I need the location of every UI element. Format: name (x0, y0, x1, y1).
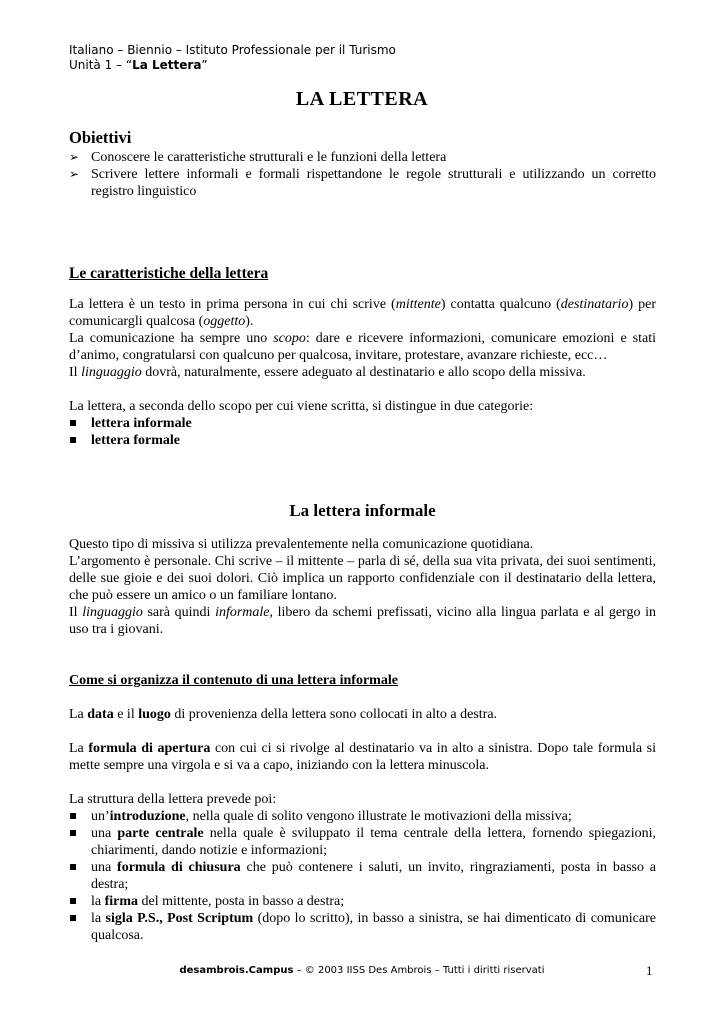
list-item: un’introduzione, nella quale di solito vengono illustrate le motivazioni della missiva; (69, 808, 656, 825)
page-footer: desambrois.Campus – © 2003 IISS Des Ambrois – Tutti i diritti riservati (179, 965, 545, 976)
organizza-heading: Come si organizza il contenuto di una lettera informale (69, 673, 398, 688)
list-item: ➢ Scrivere lettere informali e formali rispettandone le regole strutturali e utilizzando un corretto registro linguistico (69, 167, 656, 199)
header-line-2: Unità 1 – “La Lettera” (69, 58, 208, 72)
square-bullet-icon (70, 915, 76, 921)
list-item: lettera informale (69, 415, 656, 432)
arrow-bullet-icon: ➢ (69, 150, 80, 164)
paragraph: La lettera è un testo in prima persona in cui chi scrive (mittente) contatta qualcuno (destinatario) per comunicargli qualcosa (oggetto). (69, 297, 656, 329)
square-bullet-icon (70, 864, 76, 870)
caratteristiche-heading: Le caratteristiche della lettera (69, 265, 269, 282)
square-bullet-icon (70, 830, 76, 836)
list-item: una parte centrale nella quale è sviluppato il tema centrale della lettera, fornendo spiegazioni, chiarimenti, dando notizie e informazioni; (69, 825, 656, 859)
page-header (69, 43, 396, 73)
obiettivi-list (69, 149, 656, 200)
square-bullet-icon (70, 898, 76, 904)
categories-list (69, 415, 656, 449)
square-bullet-icon (70, 437, 76, 443)
informale-heading: La lettera informale (289, 501, 436, 520)
paragraph: La comunicazione ha sempre uno scopo: dare e ricevere informazioni, comunicare emozioni e stati d’animo, congratularsi con qualcuno per qualcosa, invitare, protestare, avanzare richieste, ecc… (69, 331, 656, 363)
document-body (69, 128, 656, 944)
paragraph: Il linguaggio sarà quindi informale, libero da schemi prefissati, vicino alla lingua parlata e al gergo in uso tra i giovani. (69, 605, 656, 637)
paragraph: Questo tipo di missiva si utilizza prevalentemente nella comunicazione quotidiana. (69, 537, 534, 552)
list-item: una formula di chiusura che può contenere i saluti, un invito, ringraziamenti, posta in basso a destra; (69, 859, 656, 893)
obiettivi-heading: Obiettivi (69, 128, 132, 147)
paragraph: La data e il luogo di provenienza della lettera sono collocati in alto a destra. (69, 707, 498, 722)
list-item: la firma del mittente, posta in basso a destra; (69, 893, 656, 910)
list-item: ➢ Conoscere le caratteristiche strutturali e le funzioni della lettera (69, 150, 447, 165)
paragraph: La lettera, a seconda dello scopo per cui viene scritta, si distingue in due categorie: (69, 399, 534, 414)
structure-list (69, 808, 656, 944)
paragraph: La struttura della lettera prevede poi: (69, 792, 277, 807)
list-item: lettera formale (69, 432, 656, 449)
header-line-1: Italiano – Biennio – Istituto Professionale per il Turismo (69, 43, 396, 57)
page-number: 1 (646, 963, 653, 978)
square-bullet-icon (70, 420, 76, 426)
document-title: LA LETTERA (295, 88, 429, 110)
arrow-bullet-icon: ➢ (69, 167, 80, 181)
list-item: la sigla P.S., Post Scriptum (dopo lo scritto), in basso a sinistra, se hai dimenticato di comunicare qualcosa. (69, 910, 656, 944)
paragraph: L’argomento è personale. Chi scrive – il mittente – parla di sé, della sua vita privata, dei suoi sentimenti, delle sue gioie e dei suoi dolori. Ciò implica un rapporto confidenziale con il destinatario della lettera, che può essere un amico o un familiare lontano. (69, 554, 656, 603)
paragraph: Il linguaggio dovrà, naturalmente, essere adeguato al destinatario e allo scopo della missiva. (69, 365, 586, 380)
paragraph: La formula di apertura con cui ci si rivolge al destinatario va in alto a sinistra. Dopo tale formula si mette sempre una virgola e si va a capo, iniziando con la lettera minuscola. (69, 741, 657, 773)
square-bullet-icon (70, 813, 76, 819)
